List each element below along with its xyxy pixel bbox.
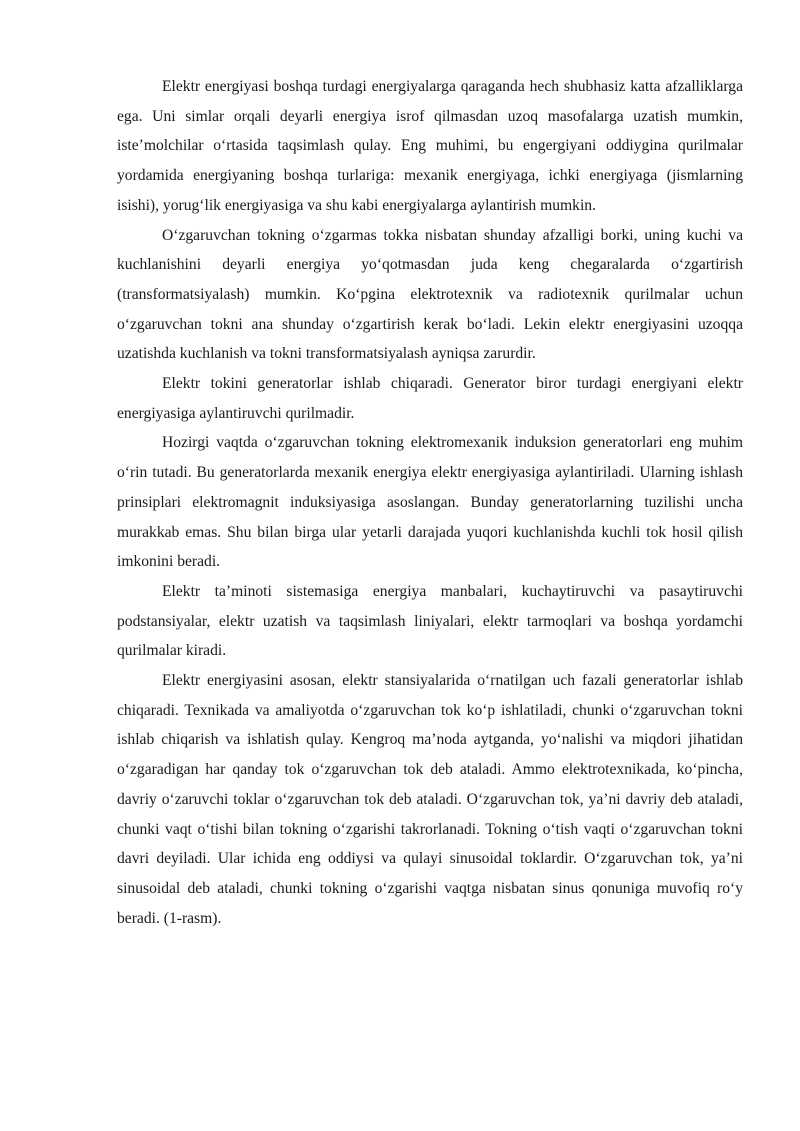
document-page — [117, 72, 743, 933]
paragraph-power-supply-system: Elektr ta’minoti sistemasiga energiya manbalari, kuchaytiruvchi va pasaytiruvchi podstansiyalar, elektr uzatish va taqsimlash liniyalari, elektr tarmoqlari va boshqa yordamchi qurilmalar kiradi. — [117, 582, 743, 660]
paragraph-electric-energy-advantages: Elektr energiyasi boshqa turdagi energiyalarga qaraganda hech shubhasiz katta afzalliklarga ega. Uni simlar orqali deyarli energiya isrof qilmasdan uzoq masofalarga uzatish mumkin, iste’molchilar o‘rtasida taqsimlash qulay. Eng muhimi, bu engergiyani oddiygina qurilmalar yordamida energiyaning boshqa turlariga: mexanik energiyaga, ichki energiyaga (jismlarning isishi), yorug‘lik energiyasiga va shu kabi energiyalarga aylantirish mumkin. — [117, 78, 743, 214]
paragraph-sinusoidal-current: Elektr energiyasini asosan, elektr stansiyalarida o‘rnatilgan uch fazali generatorlar ishlab chiqaradi. Texnikada va amaliyotda o‘zgaruvchan tok ko‘p ishlatiladi, chunki o‘zgaruvchan tokni ishlab chiqarish va ishlatish qulay. Kengroq ma’noda aytganda, yo‘nalishi va miqdori jihatidan o‘zgaradigan har qanday tok o‘zgaruvchan tok deb ataladi. Ammo elektrotexnikada, ko‘pincha, davriy o‘zaruvchi toklar o‘zgaruvchan tok deb ataladi. O‘zgaruvchan tok, ya’ni davriy deb ataladi, chunki vaqt o‘tishi bilan tokning o‘zgarishi takrorlanadi. Tokning o‘tish vaqti o‘zgaruvchan tokni davri deyiladi. Ular ichida eng oddiysi va qulayi sinusoidal toklardir. O‘zgaruvchan tok, ya’ni sinusoidal deb ataladi, chunki tokning o‘zgarishi vaqtga nisbatan sinus qonuniga muvofiq ro‘y beradi. (1-rasm). — [117, 672, 743, 927]
paragraph-induction-generators: Hozirgi vaqtda o‘zgaruvchan tokning elektromexanik induksion generatorlari eng muhim o‘rin tutadi. Bu generatorlarda mexanik energiya elektr energiyasiga aylantiriladi. Ularning ishlash prinsiplari elektromagnit induksiyasiga asoslangan. Bunday generatorlarning tuzilishi uncha murakkab emas. Shu bilan birga ular yetarli darajada yuqori kuchlanishda kuchli tok hosil qilish imkonini beradi. — [117, 434, 743, 571]
paragraph-generators: Elektr tokini generatorlar ishlab chiqaradi. Generator biror turdagi energiyani elektr energiyasiga aylantiruvchi qurilmadir. — [117, 375, 743, 422]
paragraph-alternating-current-advantage: O‘zgaruvchan tokning o‘zgarmas tokka nisbatan shunday afzalligi borki, uning kuchi va kuchlanishini deyarli energiya yo‘qotmasdan juda keng chegaralarda o‘zgartirish (transformatsiyalash) mumkin. Ko‘pgina elektrotexnik va radiotexnik qurilmalar uchun o‘zgaruvchan tokni ana shunday o‘zgartirish kerak bo‘ladi. Lekin elektr energiyasini uzoqqa uzatishda kuchlanish va tokni transformatsiyalash ayniqsa zarurdir. — [117, 226, 743, 363]
